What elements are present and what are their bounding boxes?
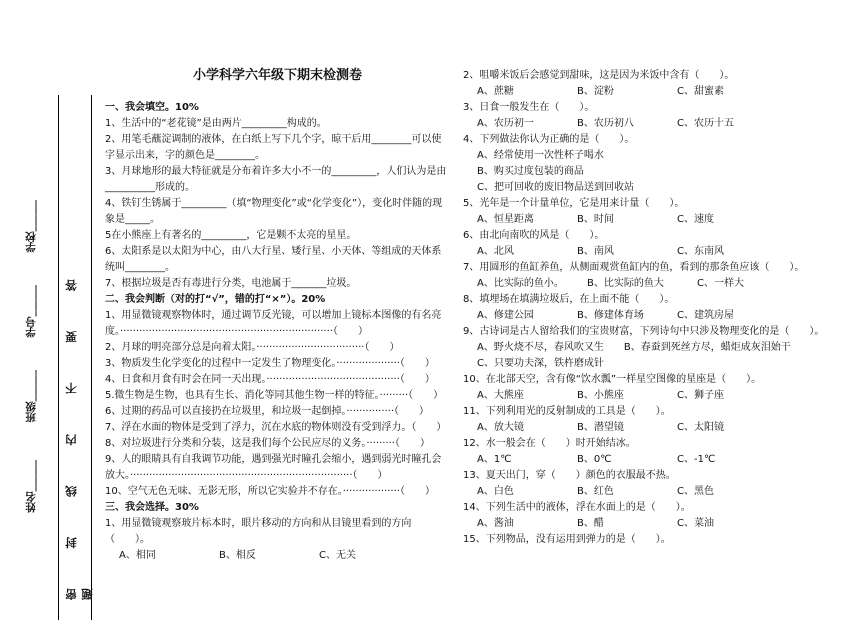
choice-stem: 2、咀嚼米饭后会感觉到甜味，这是因为米饭中含有（ ）。 [463, 70, 735, 81]
choice-option: B、小熊座 [577, 390, 624, 401]
choice-option: B、南风 [577, 246, 614, 257]
choice-option: A、放大镜 [477, 422, 524, 433]
choice-stem: 14、下列生活中的液体，浮在水面上的是（ ）。 [463, 502, 691, 513]
choice-option: B、修建体育场 [577, 310, 644, 321]
choice-option: B、比实际的鱼大 [587, 278, 664, 289]
choice-option: C、菜油 [677, 518, 714, 529]
choice-option: A、相同 [119, 550, 156, 561]
choice-option: B、潜望镜 [577, 422, 624, 433]
binding-strip [0, 40, 95, 600]
choice-stem: 11、下列利用光的反射制成的工具是（ ）。 [463, 406, 671, 417]
name-field: 姓名______ [25, 460, 37, 513]
choice-options [105, 548, 450, 564]
section-1-heading: 一、我会填空。10% [105, 102, 199, 113]
choice-stem: 8、填埋场在填满垃圾后，在上面不能（ ）。 [463, 294, 675, 305]
choice-option: B、红色 [577, 486, 614, 497]
choice-stem: 15、下列物品，没有运用到弹力的是（ ）。 [463, 534, 671, 545]
fill-blank-item: 3、月球地形的最大特征就是分布着许多大小不一的_________，人们认为是由__________形成的。 [105, 166, 447, 193]
choice-option: A、白色 [477, 486, 514, 497]
fill-blank-item: 4、铁钉生锈属于_________（填“物理变化”或“化学变化”），变化时伴随的现象是_____。 [105, 198, 443, 225]
choice-option: C、太阳镜 [677, 422, 724, 433]
choice-option: A、比实际的鱼小。 [477, 278, 564, 289]
choice-options [463, 212, 843, 228]
judge-item: 4、日食和月食有时会在同一天出现。··········································（ ） [105, 374, 435, 385]
exam-title: 小学科学六年级下期末检测卷 [192, 68, 362, 83]
judge-item: 7、浮在水面的物体是受到了浮力，沉在水底的物体则没有受到浮力。（ ） [105, 422, 447, 433]
choice-stem: 10、在北部天空，含有像“饮水瓢”一样星空图像的星座是（ ）。 [463, 374, 762, 385]
fill-blank-item: 6、太阳系是以太阳为中心，由八大行星、矮行星、小天体、等组成的天体系统叫________。 [105, 246, 442, 273]
choice-option: A、蔗糖 [477, 86, 514, 97]
choice-option-line: B、购买过度包装的商品 [477, 166, 584, 177]
choice-option: A、北风 [477, 246, 514, 257]
choice-option: A、恒星距离 [477, 214, 534, 225]
choice-option: B、淀粉 [577, 86, 614, 97]
choice-stem: 7、用圆形的鱼缸养鱼，从侧面观赏鱼缸内的鱼，看到的那条鱼应该（ ）。 [463, 262, 805, 273]
choice-option: C、甜蜜素 [677, 86, 724, 97]
section-2-heading: 二、我会判断（对的打“√”，错的打“×”）。20% [105, 294, 326, 305]
choice-option: A、修建公园 [477, 310, 534, 321]
choice-option: C、建筑房屋 [677, 310, 734, 321]
judge-item: 6、过期的药品可以直接扔在垃圾里，和垃圾一起倒掉。···············（ ） [105, 406, 430, 417]
choice-option-line: C、只要功夫深，铁杵磨成针 [477, 358, 604, 369]
judge-item: 5.微生物是生物，也具有生长、消化等同其他生物一样的特征。·········（ ） [105, 390, 444, 401]
choice-stem: 5、光年是一个计量单位，它是用来计量（ ）。 [463, 198, 685, 209]
choice-option: C、黑色 [677, 486, 714, 497]
judge-item: 1、用显微镜观察物体时，通过调节反光镜，可以增加上镜标本图像的有名亮度。···································································（ ） [105, 310, 442, 337]
choice-option: C、无关 [319, 550, 356, 561]
choice-options [463, 276, 843, 292]
choice-option: A、农历初一 [477, 118, 534, 129]
choice-options [463, 420, 843, 436]
choice-stem: 12、水一般会在（ ）时开始结冰。 [463, 438, 636, 449]
judge-item: 8、对垃圾进行分类和分装，这是我们每个公民应尽的义务。·········（ ） [105, 438, 430, 449]
choice-stem: 9、古诗词是古人留给我们的宝贵财富，下列诗句中只涉及物理变化的是（ ）。 [463, 326, 825, 337]
fill-blank-item: 7、根据垃圾是否有毒进行分类，电池属于_______垃圾。 [105, 278, 357, 289]
choice-stem: 3、日食一般发生在（ ）。 [463, 102, 595, 113]
choice-option: C、农历十五 [677, 118, 734, 129]
section-3-heading: 三、我会选择。30% [105, 502, 199, 513]
school-field: 学校______ [25, 200, 37, 253]
choice-options [463, 308, 843, 324]
binding-line-outer [58, 95, 59, 620]
choice-options [463, 516, 843, 532]
seal-line-notice: 密 封 线 内 不 要 答 题 [64, 261, 94, 600]
choice-options [463, 548, 843, 564]
choice-option: C、东南风 [677, 246, 724, 257]
choice-option-line: A、野火烧不尽，春风吹又生 B、春蚕到死丝方尽，蜡炬成灰泪始干 [477, 342, 791, 353]
right-column [463, 68, 843, 564]
choice-stem: 6、由北向南吹的风是（ ）。 [463, 230, 605, 241]
student-number-field: 学号______ [25, 285, 37, 338]
choice-option: A、1℃ [477, 454, 512, 465]
choice-options [463, 452, 843, 468]
judge-item: 10、空气无色无味、无影无形，所以它实验并不存在。··················（ ） [105, 486, 435, 497]
choice-option: B、农历初八 [577, 118, 634, 129]
choice-stem: 1、用显微镜观察玻片标本时，眼片移动的方向和从目镜里看到的方向（ ）。 [105, 518, 412, 545]
choice-option: B、0℃ [577, 454, 612, 465]
choice-options [463, 484, 843, 500]
choice-option: A、酱油 [477, 518, 514, 529]
choice-stem: 4、下列做法你认为正确的是（ ）。 [463, 134, 635, 145]
choice-option-line: C、把可回收的废旧物品送到回收站 [477, 182, 634, 193]
choice-options [463, 388, 843, 404]
class-field: 班级______ [25, 370, 37, 423]
choice-option: C、一样大 [697, 278, 744, 289]
choice-stem: 13、夏天出门，穿（ ）颜色的衣服最不热。 [463, 470, 676, 481]
choice-option: A、大熊座 [477, 390, 524, 401]
choice-option: B、相反 [219, 550, 256, 561]
choice-options [463, 244, 843, 260]
judge-item: 9、人的眼睛具有自我调节功能，遇到强光时瞳孔会缩小，遇到弱光时瞳孔会放大。······································································（ ） [105, 454, 442, 481]
choice-option: B、醋 [577, 518, 604, 529]
choice-option: C、速度 [677, 214, 714, 225]
choice-option: B、时间 [577, 214, 614, 225]
left-column [105, 68, 450, 564]
choice-option: C、-1℃ [677, 454, 716, 465]
fill-blank-item: 1、生活中的“老花镜”是由两片_________构成的。 [105, 118, 327, 129]
fill-blank-item: 5在小熊座上有著名的_________，它是颗不太亮的星星。 [105, 230, 357, 241]
choice-option-line: A、经常使用一次性杯子喝水 [477, 150, 604, 161]
judge-item: 3、物质发生化学变化的过程中一定发生了物理变化。····················（ ） [105, 358, 435, 369]
judge-item: 2、月球的明亮部分总是向着太阳。··································（ ） [105, 342, 400, 353]
choice-options [463, 84, 843, 100]
fill-blank-item: 2、用笔毛蘸淀调制的液体，在白纸上写下几个字，晾干后用________可以使字显示出来，字的颜色是________。 [105, 134, 442, 161]
choice-option: C、狮子座 [677, 390, 724, 401]
choice-options [463, 116, 843, 132]
